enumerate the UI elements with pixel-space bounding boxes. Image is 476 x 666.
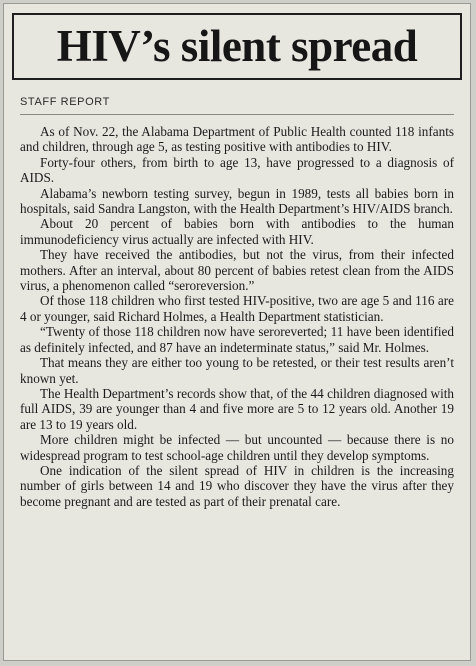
paragraph: As of Nov. 22, the Alabama Department of Public Health counted 118 infants and children, through age 5, as testing positive with antibodies to HIV.: [20, 124, 454, 155]
headline-box: [12, 13, 462, 80]
headline: HIV’s silent spread: [56, 21, 418, 71]
article-body: [20, 124, 454, 509]
paragraph: Of those 118 children who first tested HIV-positive, two are age 5 and 116 are 4 or younger, said Richard Holmes, a Health Department statistician.: [20, 293, 454, 324]
byline-divider: [20, 114, 454, 115]
paragraph: They have received the antibodies, but not the virus, from their infected mothers. After an interval, about 80 percent of babies retest clean from the AIDS virus, a phenomenon called “seroreversion.”: [20, 247, 454, 294]
paragraph: Alabama’s newborn testing survey, begun in 1989, tests all babies born in hospitals, said Sandra Langston, with the Health Department’s HIV/AIDS branch.: [20, 185, 454, 217]
paragraph: The Health Department’s records show that, of the 44 children diagnosed with full AIDS, 39 are younger than 4 and five more are 5 to 12 years old. Another 19 are 13 to 19 years old.: [20, 385, 454, 432]
paragraph: That means they are either too young to be retested, or their test results aren’t known yet.: [20, 355, 454, 386]
paragraph: “Twenty of those 118 children now have seroreverted; 11 have been identified as definitely infected, and 87 have an indeterminate status,” said Mr. Holmes.: [20, 324, 454, 355]
byline: STAFF REPORT: [20, 96, 110, 108]
paragraph: One indication of the silent spread of HIV in children is the increasing number of girls between 14 and 19 who discover they have the virus after they become pregnant and are tested as part of their prenatal care.: [20, 462, 454, 509]
paragraph: More children might be infected — but uncounted — because there is no widespread program to test school-age children until they develop symptoms.: [20, 432, 454, 463]
paragraph: Forty-four others, from birth to age 13, have progressed to a diagnosis of AIDS.: [20, 154, 454, 186]
paragraph: About 20 percent of babies born with antibodies to the human immunodeficiency virus actually are infected with HIV.: [20, 216, 454, 247]
newspaper-clipping: [3, 3, 471, 661]
